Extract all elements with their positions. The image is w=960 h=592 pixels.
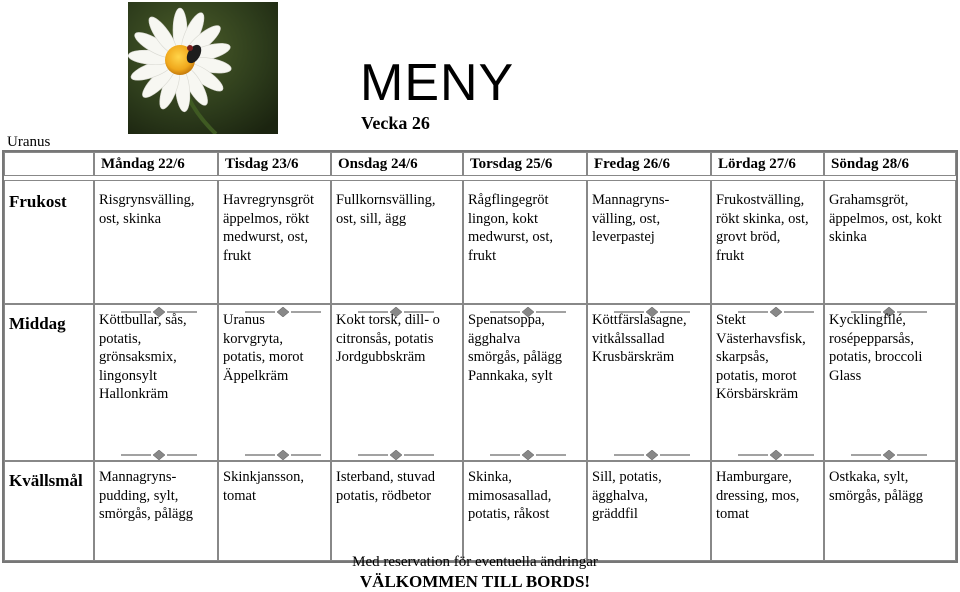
ornament-divider bbox=[358, 450, 434, 460]
day-header: Onsdag 24/6 bbox=[331, 152, 463, 176]
day-header: Fredag 26/6 bbox=[587, 152, 711, 176]
day-header: Lördag 27/6 bbox=[711, 152, 824, 176]
menu-cell bbox=[824, 180, 956, 304]
dish-text: Frukostvälling, rökt skinka, ost, grovt bröd, frukt bbox=[716, 192, 809, 264]
dish-text: Kokt torsk, dill- o citronsås, potatis Jordgubbskräm bbox=[336, 312, 440, 366]
dish-text: Köttfärslasagne, vitkålssallad Krusbärskräm bbox=[592, 312, 687, 366]
dish-text: Grahamsgröt, äppelmos, ost, kokt skinka bbox=[829, 192, 942, 246]
meal-label: Middag bbox=[4, 304, 94, 461]
dish-text: Risgrynsvälling, ost, skinka bbox=[99, 192, 195, 227]
meal-row-breakfast bbox=[4, 180, 956, 304]
location-label: Uranus bbox=[7, 134, 51, 150]
week-label: Vecka 26 bbox=[361, 113, 430, 133]
day-header-row bbox=[4, 152, 956, 176]
dish-text: Spenatsoppa, ägghalva smörgås, pålägg Pannkaka, sylt bbox=[468, 312, 562, 384]
menu-cell bbox=[94, 304, 218, 461]
disclaimer-note: Med reservation för eventuella ändringar bbox=[352, 554, 598, 570]
dish-text: Havregrynsgröt äppelmos, rökt medwurst, ost, frukt bbox=[223, 192, 315, 264]
dish-text: Skinkjansson, tomat bbox=[223, 469, 304, 504]
dish-text: Ostkaka, sylt, smörgås, pålägg bbox=[829, 469, 923, 504]
menu-cell bbox=[587, 461, 711, 561]
menu-cell bbox=[711, 304, 824, 461]
dish-text: Mannagryns- pudding, sylt, smörgås, pålägg bbox=[99, 469, 193, 523]
corner-cell bbox=[4, 152, 94, 176]
ornament-divider bbox=[121, 450, 197, 460]
ornament-divider bbox=[738, 450, 814, 460]
ornament-divider bbox=[614, 450, 690, 460]
ornament-divider bbox=[245, 450, 321, 460]
meal-row-lunch bbox=[4, 304, 956, 461]
dish-text: Köttbullar, sås, potatis, grönsaksmix, lingonsylt Hallonkräm bbox=[99, 312, 187, 403]
day-header: Söndag 28/6 bbox=[824, 152, 956, 176]
menu-cell bbox=[331, 461, 463, 561]
day-header: Tisdag 23/6 bbox=[218, 152, 331, 176]
dish-text: Uranus korvgryta, potatis, morot Äppelkräm bbox=[223, 312, 304, 384]
menu-cell bbox=[218, 304, 331, 461]
ornament-divider bbox=[490, 450, 566, 460]
menu-cell bbox=[218, 461, 331, 561]
menu-cell bbox=[587, 180, 711, 304]
dish-text: Skinka, mimosasallad, potatis, råkost bbox=[468, 469, 552, 523]
dish-text: Hamburgare, dressing, mos, tomat bbox=[716, 469, 800, 523]
dish-text: Rågflingegröt lingon, kokt medwurst, ost, frukt bbox=[468, 192, 553, 264]
dish-text: Kycklingfilé, rosépepparsås, potatis, broccoli Glass bbox=[829, 312, 923, 384]
menu-cell bbox=[463, 180, 587, 304]
ornament-divider bbox=[851, 450, 927, 460]
welcome-message: VÄLKOMMEN TILL BORDS! bbox=[359, 572, 591, 591]
dish-text: Isterband, stuvad potatis, rödbetor bbox=[336, 469, 436, 504]
menu-cell bbox=[711, 461, 824, 561]
menu-cell bbox=[331, 304, 463, 461]
menu-cell bbox=[824, 304, 956, 461]
menu-cell bbox=[711, 180, 824, 304]
dish-text: Fullkornsvälling, ost, sill, ägg bbox=[336, 192, 436, 227]
menu-cell bbox=[463, 461, 587, 561]
menu-cell bbox=[218, 180, 331, 304]
day-header: Torsdag 25/6 bbox=[463, 152, 587, 176]
menu-cell bbox=[463, 304, 587, 461]
menu-cell bbox=[94, 180, 218, 304]
menu-cell bbox=[94, 461, 218, 561]
page-title: MENY bbox=[360, 54, 515, 112]
menu-cell bbox=[824, 461, 956, 561]
menu-cell bbox=[331, 180, 463, 304]
dish-text: Sill, potatis, ägghalva, gräddfil bbox=[592, 469, 662, 523]
day-header: Måndag 22/6 bbox=[94, 152, 218, 176]
meal-label: Frukost bbox=[4, 180, 94, 304]
daisy-photo bbox=[128, 2, 278, 134]
menu-table bbox=[2, 150, 958, 563]
dish-text: Mannagryns- välling, ost, leverpastej bbox=[592, 192, 670, 246]
menu-cell bbox=[587, 304, 711, 461]
dish-text: Stekt Västerhavsfisk, skarpsås, potatis, morot Körsbärskräm bbox=[716, 312, 806, 403]
meal-label: Kvällsmål bbox=[4, 461, 94, 561]
meal-row-supper bbox=[4, 461, 956, 561]
